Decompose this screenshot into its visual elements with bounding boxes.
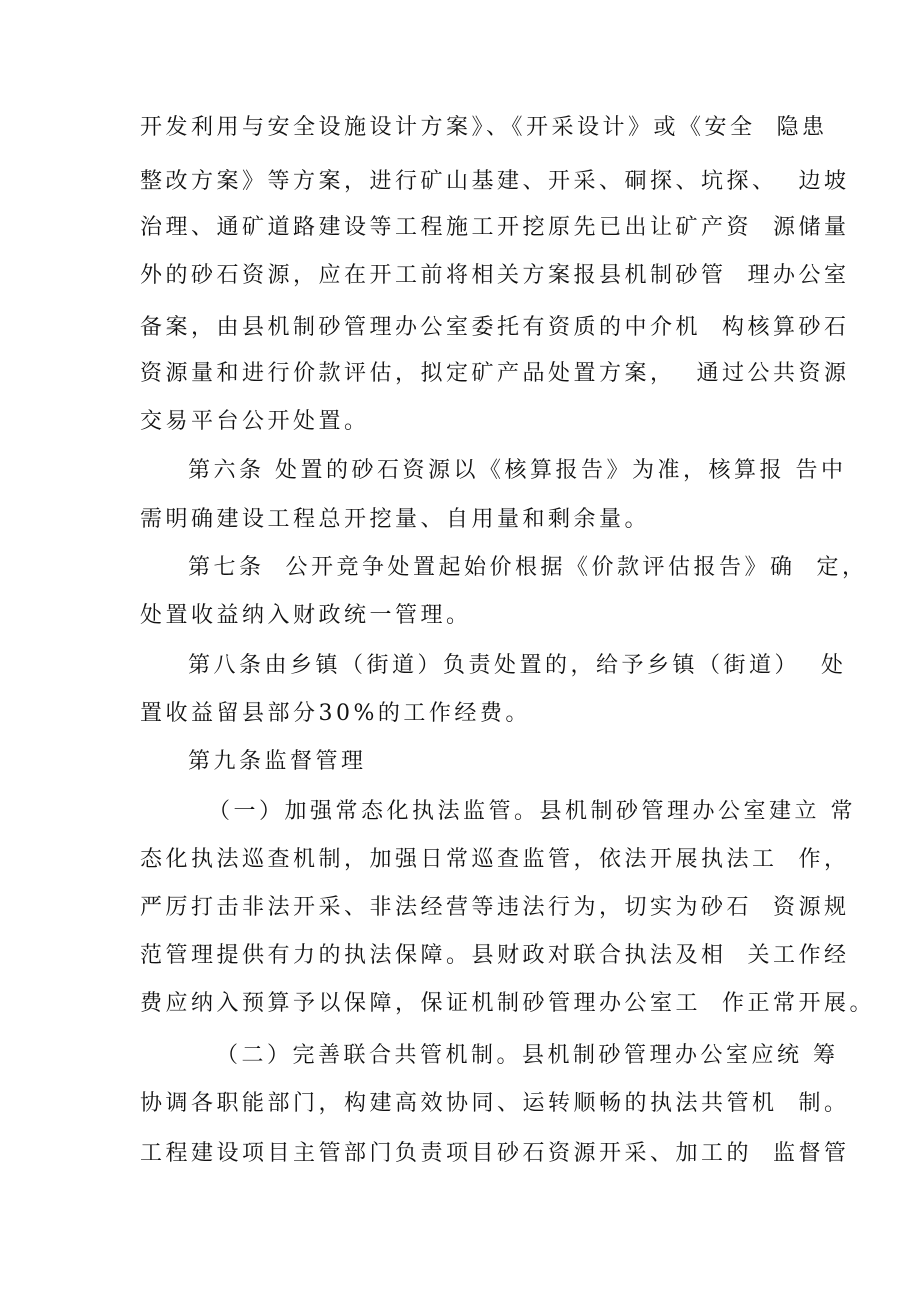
text-line: 治理、通矿道路建设等工程施工开挖原先已出让矿产资 源储量 <box>140 215 850 240</box>
text-line: 第七条 公开竞争处置起始价根据《价款评估报告》确 定， <box>188 555 868 580</box>
text-line: 第八条由乡镇（街道）负责处置的，给予乡镇（街道） 处 <box>188 653 847 678</box>
text-line: 交易平台公开处置。 <box>140 409 370 434</box>
text-line: 第六条 处置的砂石资源以《核算报告》为准，核算报 告中 <box>188 458 847 483</box>
text-line: 协调各职能部门，构建高效协同、运转顺畅的执法共管机 制。 <box>140 1091 850 1116</box>
text-line: 置收益留县部分30%的工作经费。 <box>140 701 531 726</box>
text-line: 资源量和进行价款评估，拟定矿产品处置方案， 通过公共资源 <box>140 361 850 386</box>
text-line: （一）加强常态化执法监管。县机制砂管理办公室建立 常 <box>208 799 856 824</box>
text-line: 工程建设项目主管部门负责项目砂石资源开采、加工的 监督管 <box>140 1141 850 1166</box>
text-line: 备案，由县机制砂管理办公室委托有资质的中介机 构核算砂石 <box>140 315 850 340</box>
text-line: 需明确建设工程总开挖量、自用量和剩余量。 <box>140 507 651 532</box>
text-line: 态化执法巡查机制，加强日常巡查监管，依法开展执法工 作， <box>140 847 850 872</box>
text-line: （二）完善联合共管机制。县机制砂管理办公室应统 筹 <box>216 1043 839 1068</box>
text-line: 处置收益纳入财政统一管理。 <box>140 603 472 628</box>
text-line: 整改方案》等方案，进行矿山基建、开采、硐探、坑探、 边坡 <box>140 169 850 194</box>
text-line: 范管理提供有力的执法保障。县财政对联合执法及相 关工作经 <box>140 943 850 968</box>
text-line: 开发利用与安全设施设计方案》、《开采设计》或《安全 隐患 <box>140 115 828 140</box>
text-line: 费应纳入预算予以保障，保证机制砂管理办公室工 作正常开展。 <box>140 991 875 1016</box>
text-line: 严厉打击非法开采、非法经营等违法行为，切实为砂石 资源规 <box>140 895 850 920</box>
text-line: 第九条监督管理 <box>188 749 367 774</box>
text-line: 外的砂石资源，应在开工前将相关方案报县机制砂管 理办公室 <box>140 263 850 288</box>
